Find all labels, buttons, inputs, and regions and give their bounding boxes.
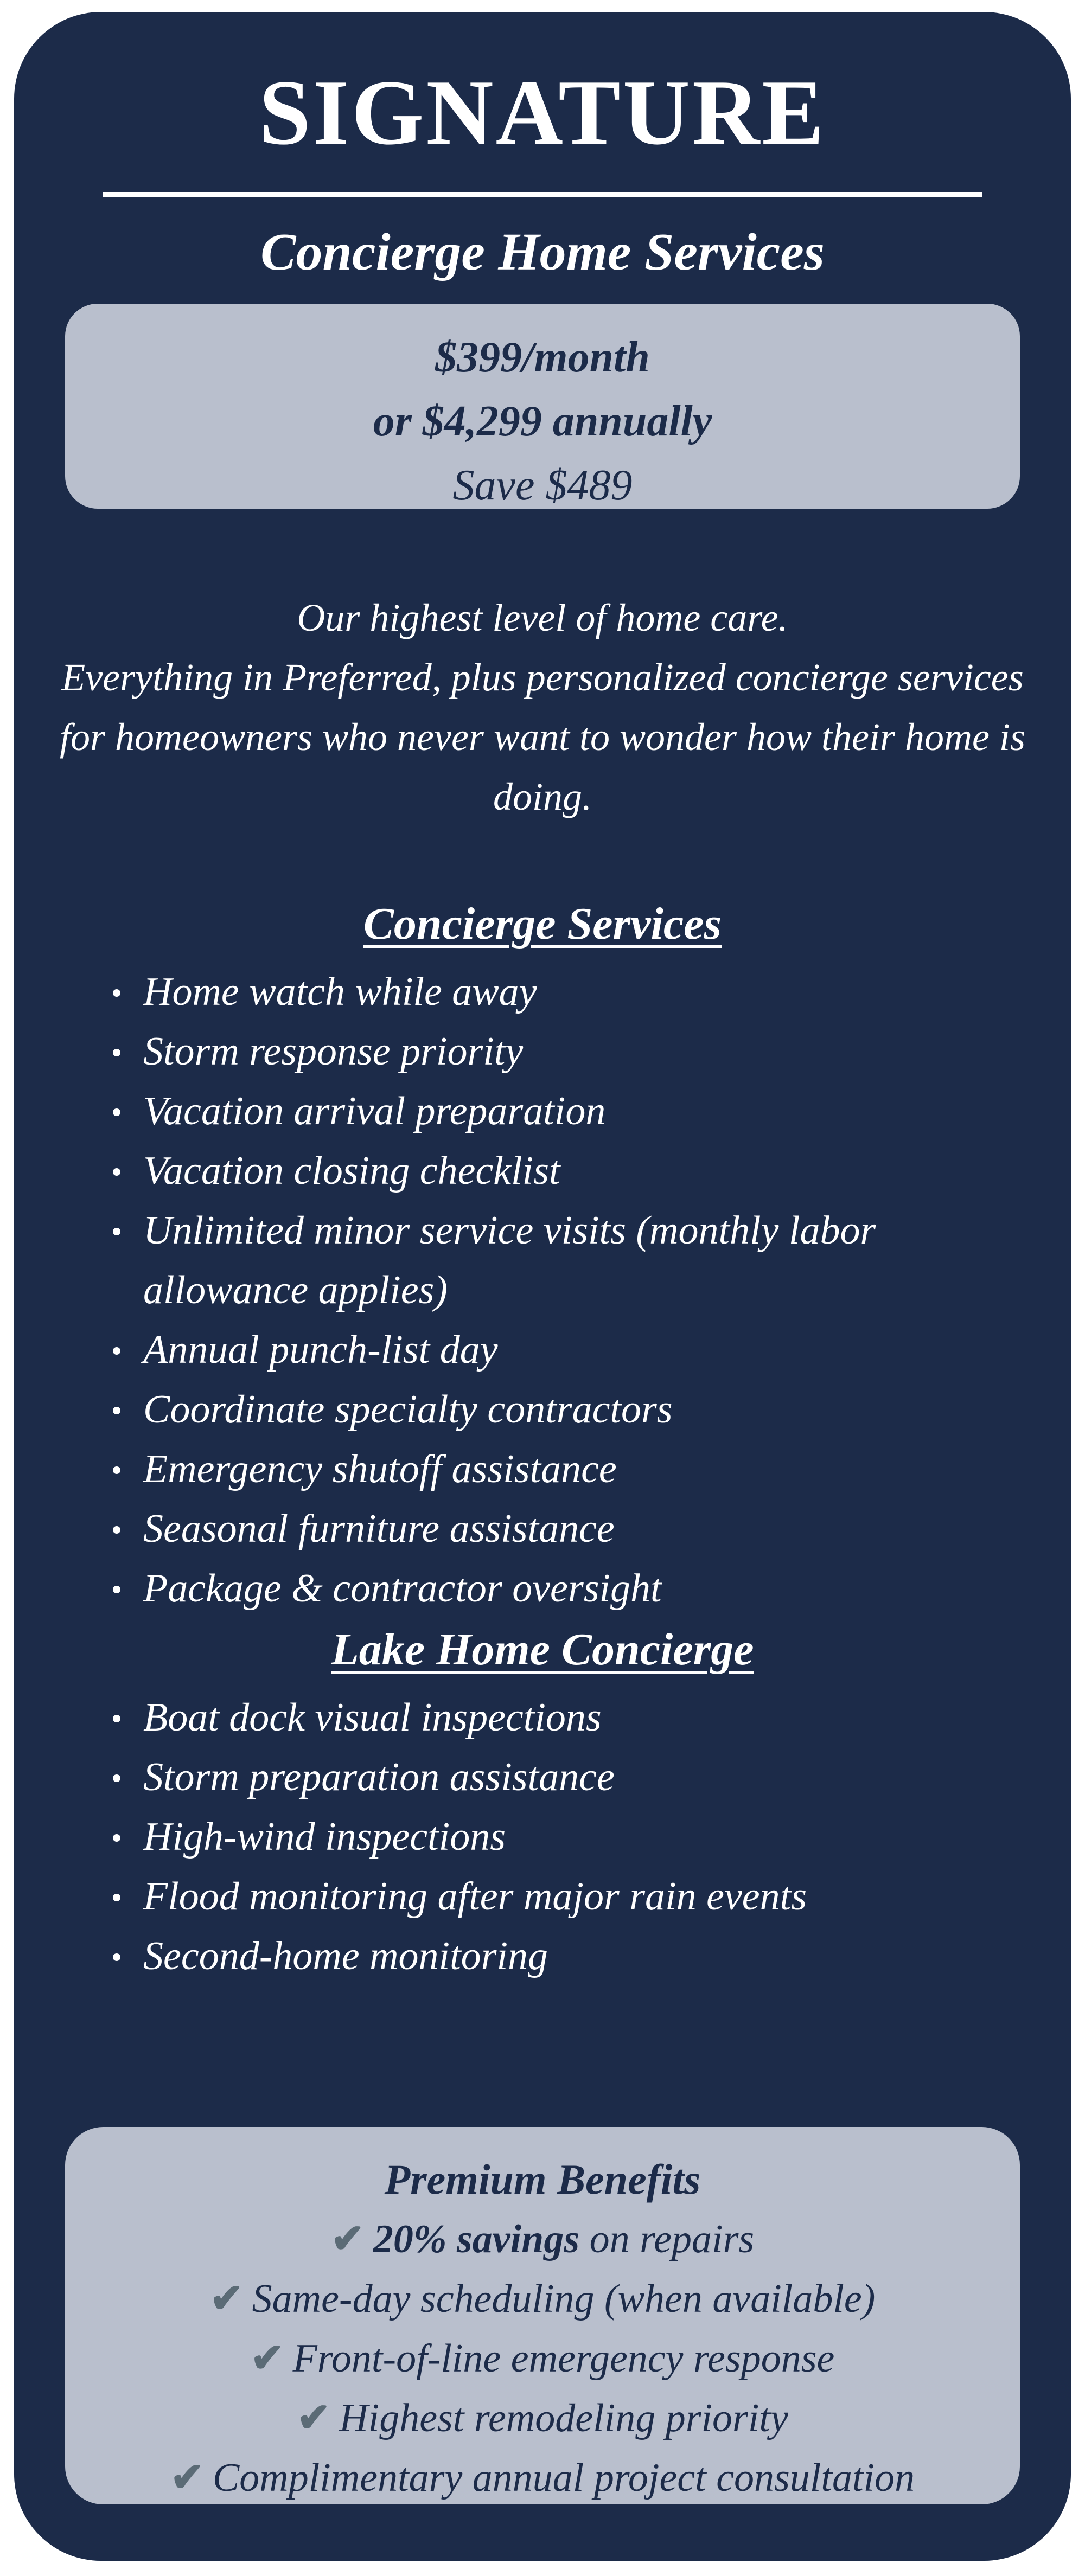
benefit-text: Same-day scheduling (when available) [252, 2277, 876, 2321]
premium-benefits-box [65, 2127, 1020, 2504]
checkmark-icon: ✔ [297, 2396, 331, 2440]
lake-home-list [143, 1688, 1022, 1986]
checkmark-icon: ✔ [330, 2217, 365, 2261]
concierge-service-item: Package & contractor oversight [143, 1559, 1022, 1618]
signature-plan-card [14, 12, 1071, 2561]
concierge-service-item: Home watch while away [143, 962, 1022, 1022]
concierge-services-heading: Concierge Services [363, 899, 722, 949]
benefit-text: Complimentary annual project consultation [212, 2456, 915, 2500]
concierge-service-item: Storm response priority [143, 1022, 1022, 1081]
concierge-service-item: Emergency shutoff assistance [143, 1439, 1022, 1499]
benefit-text: Front-of-line emergency response [292, 2336, 835, 2381]
description-line-1: Our highest level of home care. [297, 596, 788, 639]
title-divider [103, 192, 982, 197]
benefit-item [65, 2448, 1020, 2508]
concierge-service-item: Annual punch-list day [143, 1320, 1022, 1380]
checkmark-icon: ✔ [170, 2456, 204, 2500]
lake-home-item: High-wind inspections [143, 1807, 1022, 1867]
plan-subtitle: Concierge Home Services [260, 223, 825, 281]
benefit-text: Highest remodeling priority [339, 2396, 788, 2440]
lake-home-item: Storm preparation assistance [143, 1747, 1022, 1807]
concierge-service-item: Seasonal furniture assistance [143, 1499, 1022, 1559]
benefit-item [65, 2209, 1020, 2269]
concierge-services-list [143, 962, 1022, 1618]
description-line-2: Everything in Preferred, plus personalized concierge services for homeowners who never want to wonder how their home is doing. [60, 656, 1025, 818]
annual-price: or $4,299 annually [373, 398, 712, 445]
concierge-service-item: Vacation arrival preparation [143, 1081, 1022, 1141]
concierge-service-item: Unlimited minor service visits (monthly labor allowance applies) [143, 1201, 1022, 1320]
lake-home-heading: Lake Home Concierge [331, 1624, 754, 1675]
lake-home-item: Boat dock visual inspections [143, 1688, 1022, 1747]
concierge-service-item: Vacation closing checklist [143, 1141, 1022, 1201]
benefit-item [65, 2269, 1020, 2329]
concierge-service-item: Coordinate specialty contractors [143, 1380, 1022, 1439]
premium-benefits-heading: Premium Benefits [384, 2156, 701, 2203]
benefit-item [65, 2388, 1020, 2448]
plan-title: SIGNATURE [259, 61, 826, 164]
benefit-text: on repairs [579, 2217, 755, 2261]
pricing-box [65, 304, 1020, 509]
lake-home-item: Flood monitoring after major rain events [143, 1867, 1022, 1926]
checkmark-icon: ✔ [250, 2336, 284, 2381]
annual-savings: Save $489 [452, 462, 633, 509]
lake-home-item: Second-home monitoring [143, 1926, 1022, 1986]
benefit-item [65, 2329, 1020, 2388]
benefit-highlight: 20% savings [373, 2217, 580, 2261]
premium-benefits-list [65, 2209, 1020, 2508]
checkmark-icon: ✔ [209, 2277, 244, 2321]
monthly-price: $399/month [435, 334, 650, 381]
plan-description [47, 588, 1038, 826]
